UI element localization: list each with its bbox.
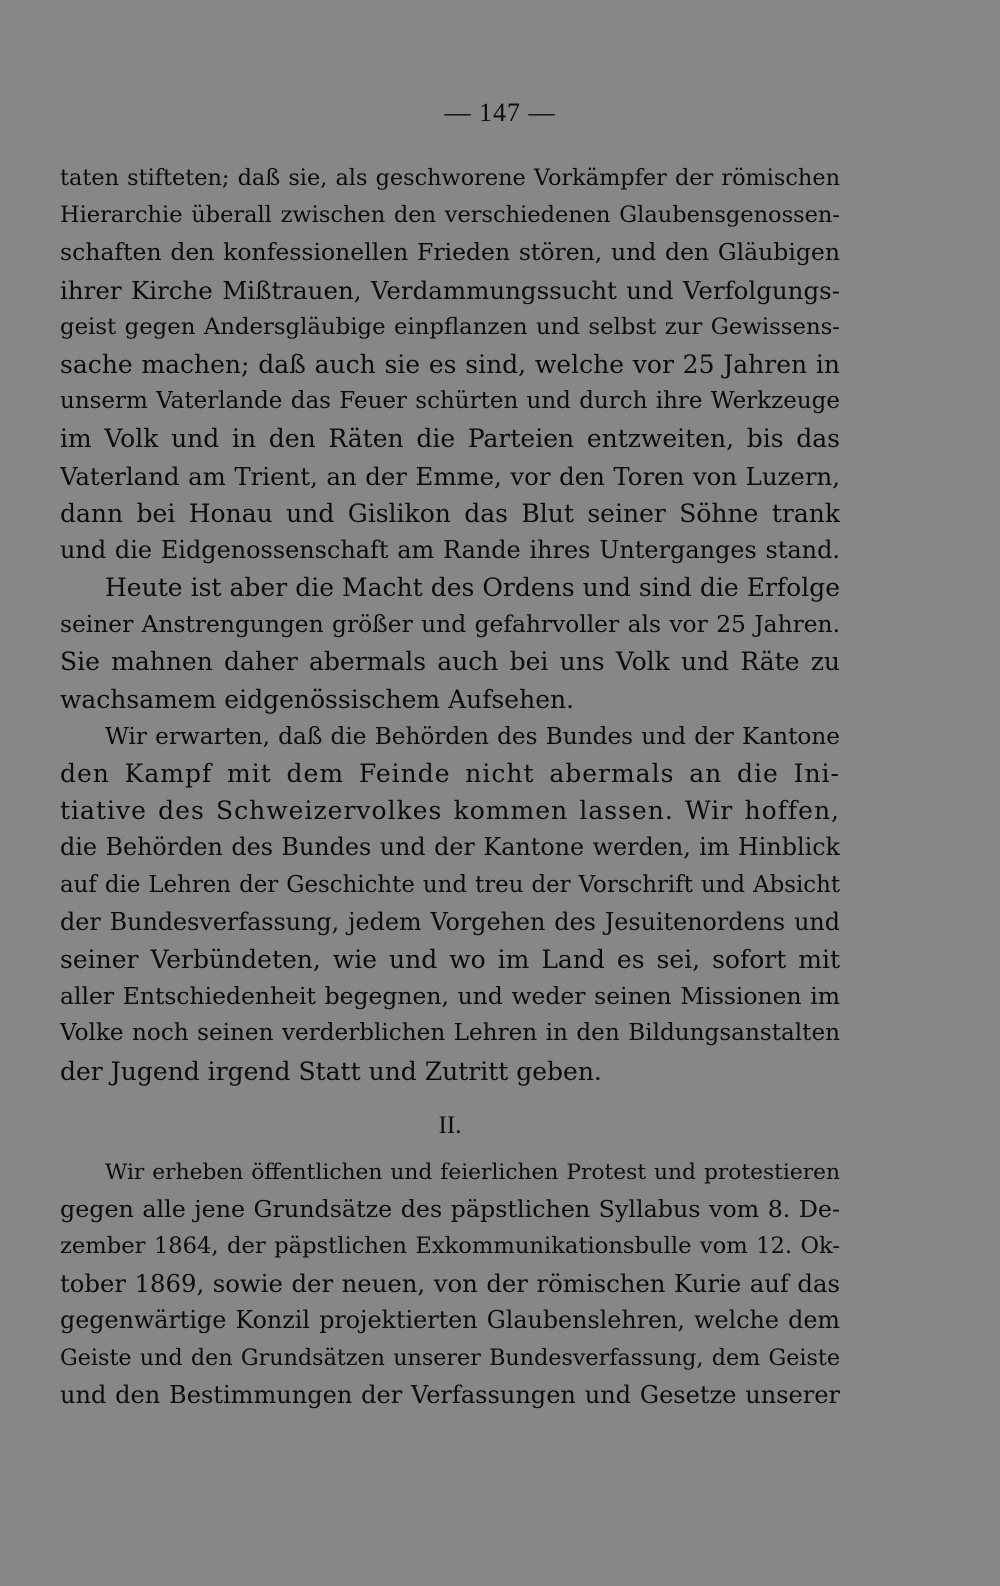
- text-line: Heute ist aber die Macht des Ordens und sind die Erfolge: [105, 573, 840, 603]
- text-line: seiner Anstrengungen größer und gefahrvoller als vor 25 Jahren.: [60, 610, 840, 639]
- text-line: dann bei Honau und Gislikon das Blut seiner Söhne trank: [60, 498, 840, 528]
- text-line: aller Entschiedenheit begegnen, und weder seinen Missionen im: [60, 982, 840, 1011]
- text-line: zember 1864, der päpstlichen Exkommunikationsbulle vom 12. Ok-: [60, 1233, 840, 1260]
- text-line: sache machen; daß auch sie es sind, welche vor 25 Jahren in: [60, 349, 840, 379]
- text-line: ihrer Kirche Mißtrauen, Verdammungssucht und Verfolgungs-: [60, 275, 840, 305]
- text-line: im Volk und in den Räten die Parteien entzweiten, bis das: [60, 424, 840, 454]
- text-line: und den Bestimmungen der Verfassungen und Gesetze unserer: [60, 1380, 840, 1409]
- text-line: geist gegen Andersgläubige einpflanzen und selbst zur Gewissens-: [60, 313, 840, 340]
- body-text: [60, 160, 840, 1414]
- text-line: taten stifteten; daß sie, als geschworene Vorkämpfer der römischen: [60, 165, 840, 191]
- paragraph-3: [60, 718, 840, 1090]
- page-number: — 147 —: [444, 98, 556, 127]
- text-line: Sie mahnen daher abermals auch bei uns Volk und Räte zu: [60, 647, 840, 677]
- text-line: gegen alle jene Grundsätze des päpstlichen Syllabus vom 8. De-: [60, 1194, 840, 1223]
- text-line: der Jugend irgend Statt und Zutritt geben.: [60, 1056, 602, 1086]
- text-line: auf die Lehren der Geschichte und treu der Vorschrift und Absicht: [60, 871, 840, 898]
- section-heading: II.: [438, 1111, 462, 1139]
- text-line: schaften den konfessionellen Frieden stören, und den Gläubigen: [60, 238, 840, 267]
- text-line: Vaterland am Trient, an der Emme, vor den Toren von Luzern,: [60, 461, 840, 491]
- text-line: den Kampf mit dem Feinde nicht abermals an die Ini-: [60, 759, 840, 788]
- text-line: unserm Vaterlande das Feuer schürten und durch ihre Werkzeuge: [60, 388, 840, 415]
- text-line: Wir erheben öffentlichen und feierlichen Protest und protestieren: [105, 1159, 840, 1185]
- text-line: tober 1869, sowie der neuen, von der römischen Kurie auf das: [60, 1269, 840, 1299]
- text-line: der Bundesverfassung, jedem Vorgehen des Jesuitenordens und: [60, 907, 840, 936]
- text-line: Volke noch seinen verderblichen Lehren in den Bildungsanstalten: [60, 1020, 840, 1047]
- text-line: Hierarchie überall zwischen den verschiedenen Glaubensgenossen-: [60, 202, 840, 229]
- text-line: die Behörden des Bundes und der Kantone werden, im Hinblick: [60, 833, 840, 862]
- text-line: tiative des Schweizervolkes kommen lassen. Wir hoffen,: [60, 796, 840, 826]
- text-line: Geiste und den Grundsätzen unserer Bundesverfassung, dem Geiste: [60, 1344, 840, 1371]
- text-line: wachsamem eidgenössischem Aufsehen.: [60, 684, 575, 714]
- text-line: Wir erwarten, daß die Behörden des Bundes und der Kantone: [105, 722, 840, 750]
- section-2-paragraph: [60, 1154, 840, 1414]
- text-line: und die Eidgenossenschaft am Rande ihres Unterganges stand.: [60, 535, 840, 564]
- text-line: seiner Verbündeten, wie und wo im Land es sei, sofort mit: [60, 944, 840, 974]
- paragraph-1: [60, 160, 840, 569]
- paragraph-2: [60, 569, 840, 718]
- text-line: gegenwärtige Konzil projektierten Glaubenslehren, welche dem: [60, 1306, 840, 1335]
